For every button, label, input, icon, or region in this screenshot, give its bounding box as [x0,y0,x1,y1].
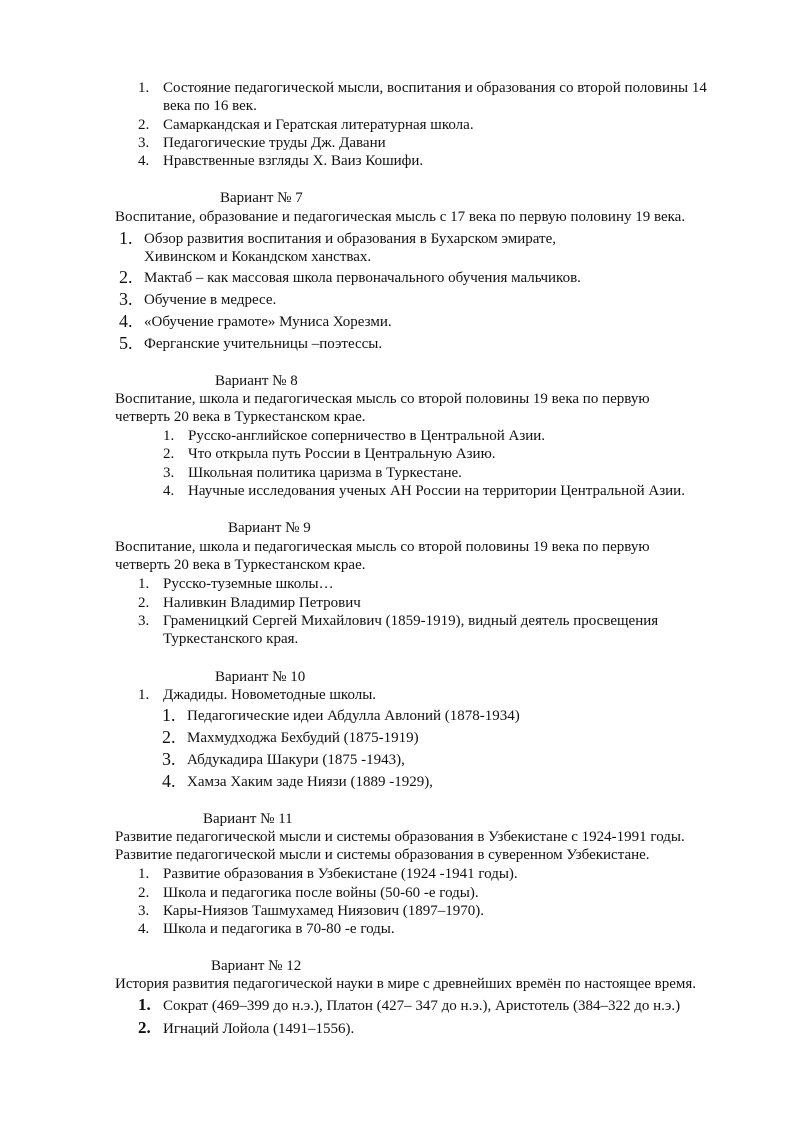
list-item-number: 3. [162,749,176,769]
list-item-text: Самаркандская и Гератская литературная школа. [163,117,474,133]
list-item-text: «Обучение грамоте» Муниса Хорезми. [144,314,392,330]
list-item-number: 4. [119,311,133,331]
list-item-text: Русско-английское соперничество в Центральной Азии. [188,428,546,444]
list-item-text: Туркестанского края. [163,631,299,647]
variant-title: четверть 20 века в Туркестанском крае. [115,409,366,425]
variant-title: Развитие педагогической мысли и системы образования в суверенном Узбекистане. [115,847,650,863]
variant-heading: Вариант № 7 [220,190,303,206]
list-item-text: Сократ (469–399 до н.э.), Платон (427– 347 до н.э.), Аристотель (384–322 до н.э.) [163,998,681,1014]
list-item-number: 4. [163,483,175,499]
list-item-number: 1. [138,576,150,592]
list-item-number: 1. [138,80,150,96]
variant-heading: Вариант № 10 [215,669,306,685]
list-item-number: 3. [119,289,133,309]
list-item-text: Школьная политика царизма в Туркестане. [188,465,462,481]
list-item-number: 3. [138,903,150,919]
variant-title: Развитие педагогической мысли и системы образования в Узбекистане с 1924-1991 годы. [115,829,685,845]
list-item-number: 1. [138,866,150,882]
list-item-text: Наливкин Владимир Петрович [163,595,361,611]
list-item-number: 4. [138,153,150,169]
list-item-number: 2. [162,727,176,747]
list-item-text: века по 16 век. [163,98,257,114]
list-item-text: Обзор развития воспитания и образования в Бухарском эмирате, [144,231,557,247]
list-item-text: Граменицкий Сергей Михайлович (1859-1919), видный деятель просвещения [163,613,659,629]
list-item-text: Научные исследования ученых АН России на территории Центральной Азии. [188,483,685,499]
list-item-number: 2. [138,885,150,901]
variant-title: История развития педагогической науки в мире с древнейших времён по настоящее время. [115,976,697,992]
variant-title: четверть 20 века в Туркестанском крае. [115,557,366,573]
list-item-text: Абдукадира Шакури (1875 -1943), [187,752,405,768]
list-item-number: 2. [138,595,150,611]
variant-heading: Вариант № 8 [215,373,298,389]
list-item-text: Развитие образования в Узбекистане (1924 -1941 годы). [163,866,518,882]
list-item-text: Нравственные взгляды Х. Ваиз Кошифи. [163,153,424,169]
list-item-number: 4. [138,921,150,937]
list-item-number: 2. [138,1018,151,1037]
list-item-number: 5. [119,333,133,353]
list-item-text: Мактаб – как массовая школа первоначального обучения мальчиков. [144,270,581,286]
list-item-text: Школа и педагогика после войны (50-60 -е годы). [163,885,479,901]
list-item-text: Кары-Ниязов Ташмухамед Ниязович (1897–1970). [163,903,484,919]
variant-heading: Вариант № 12 [211,958,302,974]
list-item-text: Махмудходжа Бехбудий (1875-1919) [187,730,419,746]
variant-title: Воспитание, школа и педагогическая мысль со второй половины 19 века по первую [115,539,650,555]
list-item-text: Обучение в медресе. [144,292,277,308]
variant-heading: Вариант № 9 [228,520,311,536]
list-item-text: Состояние педагогической мысли, воспитания и образования со второй половины 14 [163,80,707,96]
list-item-text: Школа и педагогика в 70-80 -е годы. [163,921,395,937]
list-item-number: 3. [138,613,150,629]
variant-heading: Вариант № 11 [203,811,293,827]
list-item-number: 4. [162,771,176,791]
list-item-number: 1. [119,228,133,248]
list-item-number: 2. [163,446,175,462]
variant-title: Воспитание, образование и педагогическая мысль с 17 века по первую половину 19 века. [115,209,686,225]
list-item-number: 1. [138,687,150,703]
list-item-text: Хивинском и Кокандском ханствах. [144,249,372,265]
list-item-number: 2. [119,267,133,287]
list-item-number: 1. [162,705,176,725]
list-item-text: Что открыла путь России в Центральную Азию. [188,446,496,462]
list-item-number: 2. [138,117,150,133]
list-item-text: Хамза Хаким заде Ниязи (1889 -1929), [187,774,433,790]
variant-title: Воспитание, школа и педагогическая мысль со второй половины 19 века по первую [115,391,650,407]
list-item-number: 1. [138,995,151,1014]
list-item-text: Русско-туземные школы… [163,576,334,592]
list-item-text: Игнаций Лойола (1491–1556). [163,1021,355,1037]
list-item-text: Джадиды. Новометодные школы. [163,687,377,703]
list-item-text: Педагогические идеи Абдулла Авлоний (1878-1934) [187,708,520,724]
list-item-number: 1. [163,428,175,444]
list-item-text: Педагогические труды Дж. Давани [163,135,386,151]
list-item-number: 3. [163,465,175,481]
list-item-number: 3. [138,135,150,151]
list-item-text: Ферганские учительницы –поэтессы. [144,336,383,352]
